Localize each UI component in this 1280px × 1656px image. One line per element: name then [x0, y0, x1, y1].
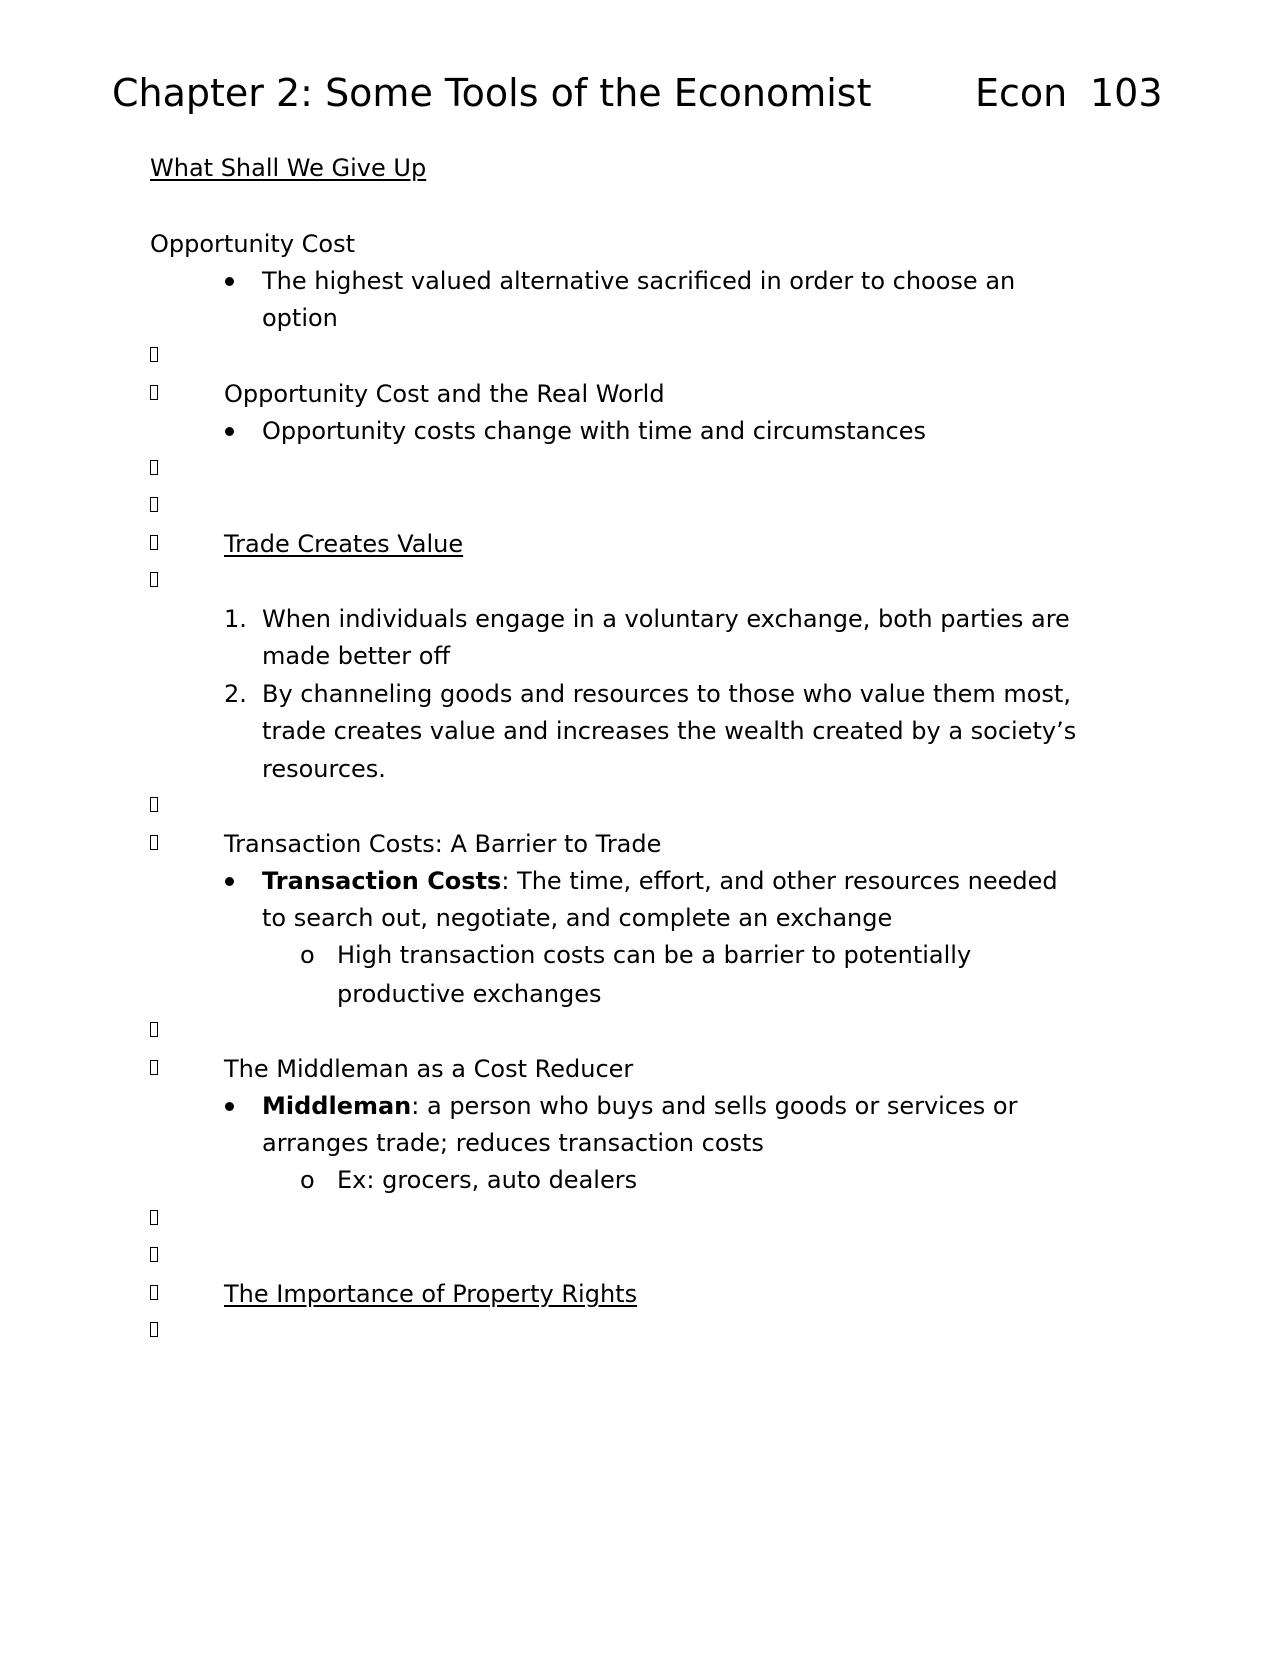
section-heading-trade: Trade Creates Value — [224, 530, 464, 558]
sub-bullet-text: productive exchanges — [337, 980, 602, 1008]
missing-glyph-icon — [150, 347, 158, 362]
missing-glyph-icon — [150, 385, 158, 400]
sub-bullet-marker: o — [300, 941, 315, 969]
missing-glyph-icon — [150, 835, 158, 850]
missing-glyph-icon — [150, 572, 158, 587]
section-heading-property-rights: The Importance of Property Rights — [224, 1280, 638, 1308]
sub-bullet-marker: o — [300, 1166, 315, 1194]
course-label: Econ — [975, 71, 1068, 115]
bullet-text — [262, 866, 1058, 896]
bullet-icon — [225, 277, 234, 286]
missing-glyph-icon — [150, 1247, 158, 1262]
list-number: 1. — [224, 605, 247, 633]
bullet-text: to search out, negotiate, and complete an exchange — [262, 904, 893, 932]
section-heading-opportunity-cost: Opportunity Cost — [150, 230, 356, 258]
list-number: 2. — [224, 680, 247, 708]
list-item-text: trade creates value and increases the wealth created by a society’s — [262, 717, 1077, 745]
section-heading-give-up: What Shall We Give Up — [150, 154, 427, 182]
missing-glyph-icon — [150, 1022, 158, 1037]
bullet-text: The highest valued alternative sacrificed in order to choose an — [262, 267, 1016, 295]
bullet-icon — [225, 1102, 234, 1111]
bullet-icon — [225, 427, 234, 436]
term-middleman: Middleman — [262, 1092, 412, 1120]
bullet-text: Opportunity costs change with time and circumstances — [262, 417, 926, 445]
missing-glyph-icon — [150, 497, 158, 512]
page-title: Chapter 2: Some Tools of the Economist — [112, 71, 872, 115]
sub-bullet-text: High transaction costs can be a barrier to potentially — [337, 941, 972, 969]
missing-glyph-icon — [150, 1210, 158, 1225]
bullet-text: option — [262, 304, 338, 332]
missing-glyph-icon — [150, 1285, 158, 1300]
bullet-text: arranges trade; reduces transaction costs — [262, 1129, 764, 1157]
section-heading-transaction: Transaction Costs: A Barrier to Trade — [224, 830, 662, 858]
missing-glyph-icon — [150, 1322, 158, 1337]
definition-text: : a person who buys and sells goods or services or — [411, 1092, 1018, 1120]
list-item-text: When individuals engage in a voluntary exchange, both parties are — [262, 605, 1070, 633]
missing-glyph-icon — [150, 535, 158, 550]
bullet-text — [262, 1091, 1017, 1121]
missing-glyph-icon — [150, 797, 158, 812]
section-heading-middleman: The Middleman as a Cost Reducer — [224, 1055, 634, 1083]
list-item-text: made better off — [262, 642, 451, 670]
list-item-text: resources. — [262, 755, 386, 783]
section-heading-real-world: Opportunity Cost and the Real World — [224, 380, 665, 408]
missing-glyph-icon — [150, 1060, 158, 1075]
course-number: 103 — [1090, 71, 1163, 115]
sub-bullet-text: Ex: grocers, auto dealers — [337, 1166, 638, 1194]
missing-glyph-icon — [150, 460, 158, 475]
bullet-icon — [225, 877, 234, 886]
definition-text: : The time, effort, and other resources needed — [501, 867, 1058, 895]
list-item-text: By channeling goods and resources to those who value them most, — [262, 680, 1071, 708]
term-transaction-costs: Transaction Costs — [262, 867, 502, 895]
